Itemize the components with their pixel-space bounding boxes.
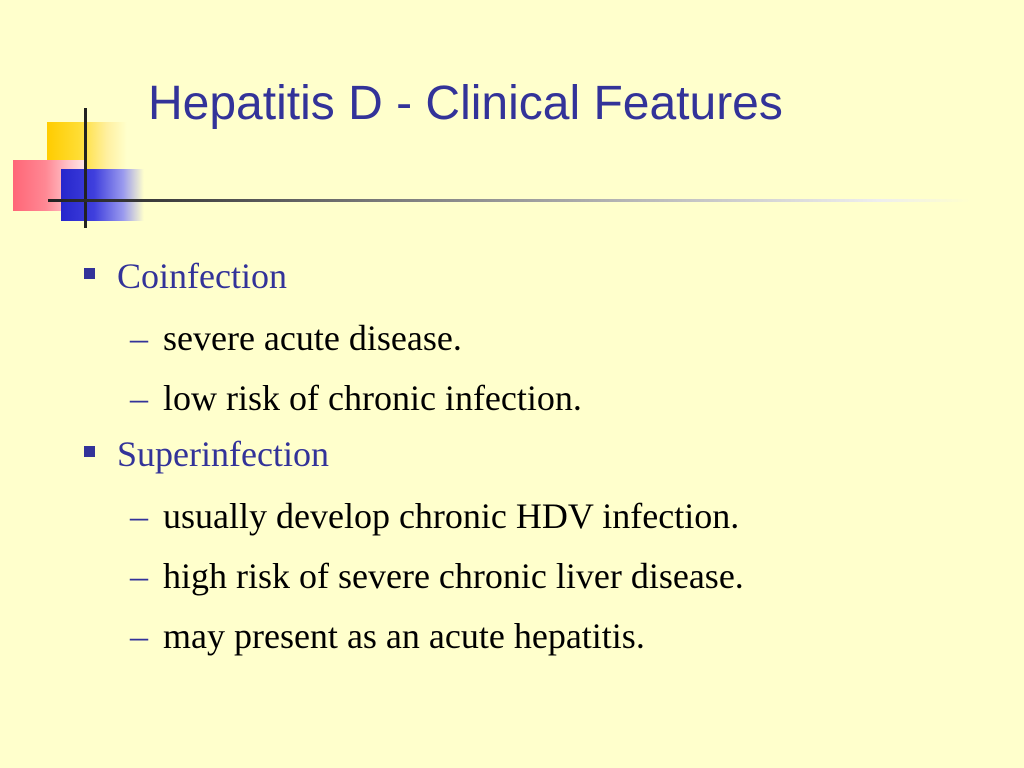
- dash-marker: –: [130, 378, 148, 418]
- dash-marker: –: [130, 318, 148, 358]
- sub-bullet: [80, 308, 1000, 368]
- dash-marker: –: [130, 496, 148, 536]
- sub-bullet: [80, 486, 1000, 546]
- bullet-label: Superinfection: [117, 434, 329, 474]
- sub-bullet-text: high risk of severe chronic liver disease.: [163, 556, 744, 596]
- sub-bullet-text: usually develop chronic HDV infection.: [163, 496, 740, 536]
- bullet-coinfection: [80, 250, 1000, 308]
- decorative-vertical-line: [84, 108, 87, 228]
- dash-marker: –: [130, 556, 148, 596]
- square-bullet-icon: [84, 446, 95, 457]
- sub-bullet-text: may present as an acute hepatitis.: [163, 616, 645, 656]
- sub-bullet: [80, 606, 1000, 666]
- sub-bullet: [80, 368, 1000, 428]
- sub-bullet-text: low risk of chronic infection.: [163, 378, 582, 418]
- decorative-blue-square: [61, 169, 144, 221]
- slide-body: [80, 250, 1000, 666]
- sub-bullet-text: severe acute disease.: [163, 318, 462, 358]
- dash-marker: –: [130, 616, 148, 656]
- bullet-superinfection: [80, 428, 1000, 486]
- slide-title: Hepatitis D - Clinical Features: [148, 77, 783, 130]
- bullet-label: Coinfection: [117, 256, 287, 296]
- square-bullet-icon: [84, 268, 95, 279]
- sub-bullet: [80, 546, 1000, 606]
- title-underline: [48, 199, 971, 202]
